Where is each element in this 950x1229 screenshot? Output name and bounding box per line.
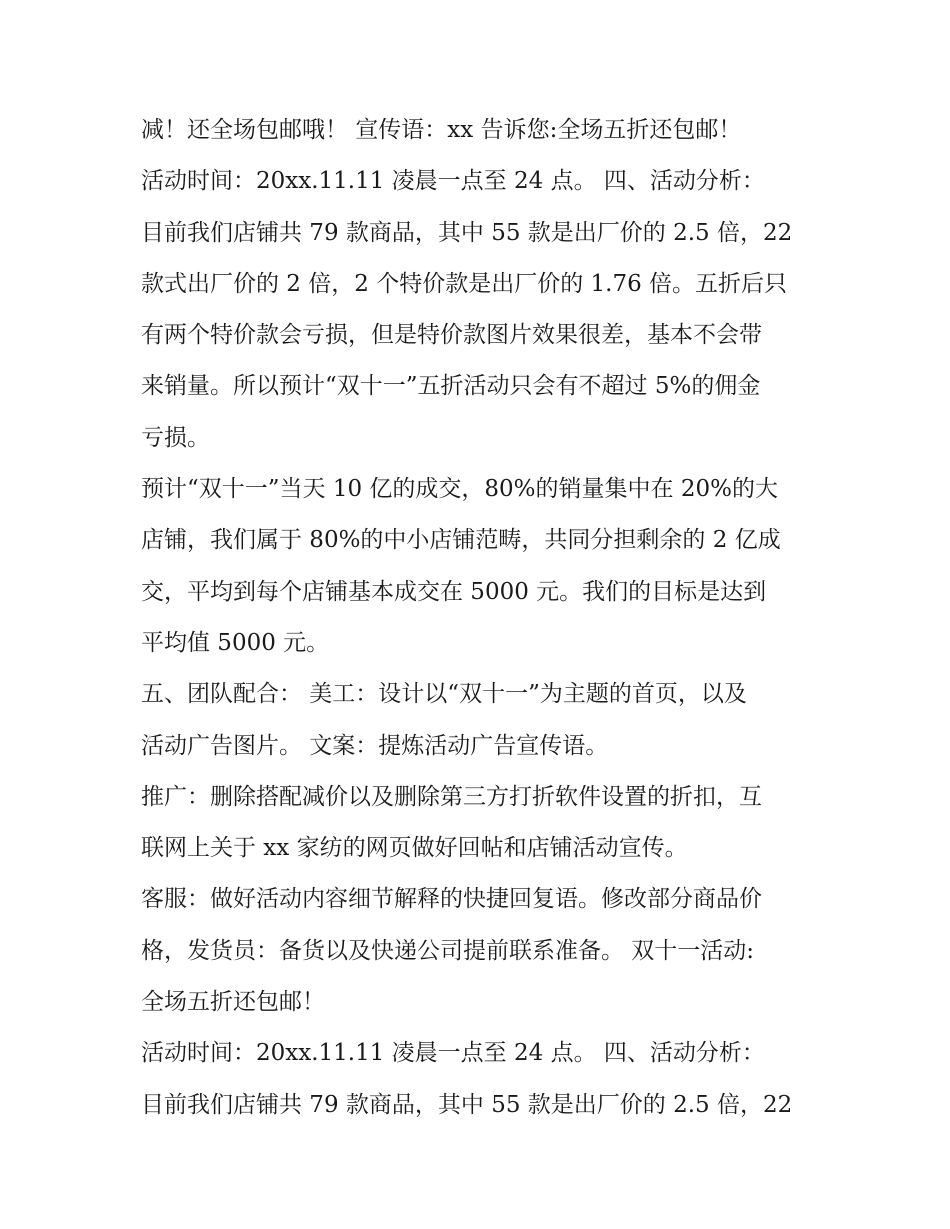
text-line-6: 来销量。所以预计“双十一”五折活动只会有不超过 5%的佣金 — [141, 373, 761, 400]
text-line-14: 推广：删除搭配减价以及删除第三方打折软件设置的折扣，互 — [141, 783, 762, 810]
text-line-12: 五、团队配合： 美工：设计以“双十一”为主题的首页，以及 — [141, 681, 747, 708]
text-line-1: 减！还全场包邮哦！ 宣传语：xx 告诉您:全场五折还包邮！ — [141, 117, 742, 143]
text-line-13: 活动广告图片。 文案：提炼活动广告宣传语。 — [141, 732, 609, 759]
text-line-9: 店铺，我们属于 80%的中小店铺范畴，共同分担剩余的 2 亿成 — [141, 527, 781, 554]
text-line-18: 全场五折还包邮！ — [141, 989, 325, 1016]
text-line-10: 交，平均到每个店铺基本成交在 5000 元。我们的目标是达到 — [141, 578, 767, 605]
text-line-16: 客服：做好活动内容细节解释的快捷回复语。修改部分商品价 — [141, 886, 762, 913]
text-line-19: 活动时间：20xx.11.11 凌晨一点至 24 点。 四、活动分析： — [141, 1040, 765, 1067]
text-line-15: 联网上关于 xx 家纺的网页做好回帖和店铺活动宣传。 — [141, 835, 688, 862]
text-line-5: 有两个特价款会亏损，但是特价款图片效果很差，基本不会带 — [141, 322, 762, 349]
text-line-4: 款式出厂价的 2 倍，2 个特价款是出厂价的 1.76 倍。五折后只 — [141, 270, 788, 297]
text-line-20: 目前我们店铺共 79 款商品，其中 55 款是出厂价的 2.5 倍，22 — [141, 1091, 793, 1118]
text-line-8: 预计“双十一”当天 10 亿的成交，80%的销量集中在 20%的大 — [141, 476, 778, 503]
text-line-17: 格，发货员：备货以及快递公司提前联系准备。 双十一活动: — [141, 937, 755, 964]
text-line-3: 目前我们店铺共 79 款商品，其中 55 款是出厂价的 2.5 倍，22 — [141, 219, 793, 246]
text-line-7: 亏损。 — [141, 424, 210, 451]
document-body — [141, 105, 821, 1131]
text-line-2: 活动时间：20xx.11.11 凌晨一点至 24 点。 四、活动分析： — [141, 168, 765, 195]
text-line-11: 平均值 5000 元。 — [141, 629, 330, 656]
